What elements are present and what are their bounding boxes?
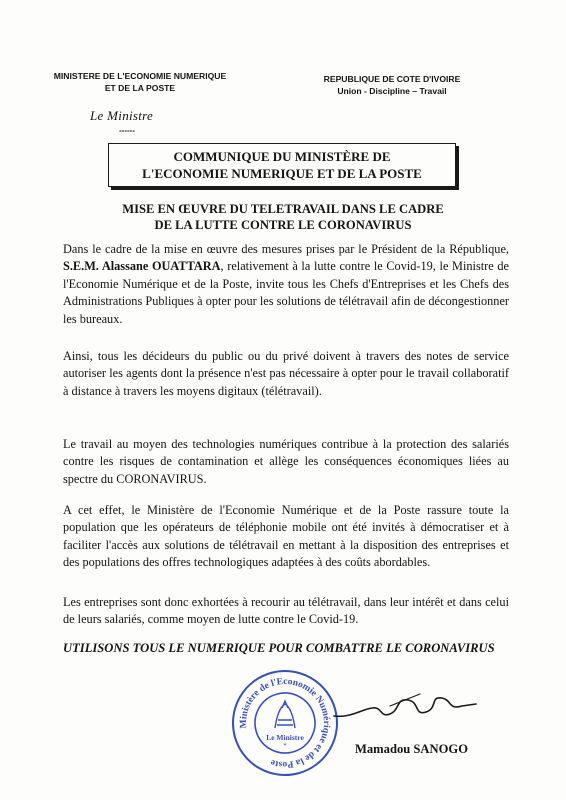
ministry-name-cont: ET DE LA POSTE <box>104 83 176 93</box>
signatory-name: Mamadou SANOGO <box>355 742 469 756</box>
communique-title-box <box>108 143 456 187</box>
seal-graphics <box>230 668 340 778</box>
official-seal-stamp <box>230 668 340 778</box>
communique-title-line1: COMMUNIQUE DU MINISTÈRE DE <box>173 149 391 164</box>
ministry-name: MINISTERE DE L'ECONOMIE NUMERIQUE <box>53 71 227 81</box>
paragraph-4: A cet effet, le Ministère de l'Economie Numérique et de la Poste rassure toute la population que les opérateurs de téléphonie mobile ont été invités à démocratiser et à faciliter l'accès aux solutions de télétravail en mettant à la disposition des entreprises et des populations des offres technologiques adaptées à des coûts abordables. <box>63 503 509 570</box>
subject-line2: DE LA LUTTE CONTRE LE CORONAVIRUS <box>154 218 412 232</box>
paragraph-5: Les entreprises sont donc exhortées à recourir au télétravail, dans leur intérêt et dans celui de leurs salariés, comme moyen de lutte contre le Covid-19. <box>63 595 509 627</box>
subject-line1: MISE EN ŒUVRE DU TELETRAVAIL DANS LE CADRE <box>122 202 444 216</box>
paragraph-1-start: Dans le cadre de la mise en œuvre des mesures prises par le Président de la République, <box>63 242 509 256</box>
seal-center-star: * <box>283 742 287 750</box>
paragraph-1 <box>63 241 509 328</box>
paragraph-3: Le travail au moyen des technologies numériques contribue à la protection des salariés contre les risques de contamination et allège les conséquences économiques liées au spectre du CORONAVIRUS. <box>63 437 509 486</box>
minister-title: Le Ministre <box>90 108 154 123</box>
slogan: UTILISONS TOUS LE NUMERIQUE POUR COMBATTRE LE CORONAVIRUS <box>63 641 495 655</box>
republic-header <box>318 73 466 97</box>
seal-center-text: Le Ministre <box>266 733 304 742</box>
president-name: S.E.M. Alassane OUATTARA <box>63 259 221 274</box>
paragraph-1-end: , relativement à la lutte contre le Covid-19, le Ministre de l'Economie Numérique et de la Poste, invite tous les Chefs d'Entreprises et les Chefs des Administrations Publiques à opter pour les solutions de télétravail afin de décongestionner les bureaux. <box>63 259 509 326</box>
republic-motto: Union - Discipline – Travail <box>337 86 447 96</box>
communique-title-line2: L'ECONOMIE NUMERIQUE ET DE LA POSTE <box>142 166 422 181</box>
handwritten-signature <box>330 688 480 728</box>
minister-dashes: ------ <box>119 126 135 135</box>
seal-emblem-icon <box>275 701 295 728</box>
republic-name: REPUBLIQUE DE COTE D'IVOIRE <box>323 74 461 84</box>
ministry-header <box>40 70 240 94</box>
subject-heading <box>60 201 506 233</box>
seal-ring-text: Ministère de l'Economie Numérique et de la Poste <box>238 676 332 770</box>
paragraph-2: Ainsi, tous les décideurs du public ou du privé doivent à travers des notes de service autoriser les agents dont la présence n'est pas nécessaire à opter pour le travail collaboratif à distance à travers les moyens digitaux (télétravail). <box>63 349 509 398</box>
